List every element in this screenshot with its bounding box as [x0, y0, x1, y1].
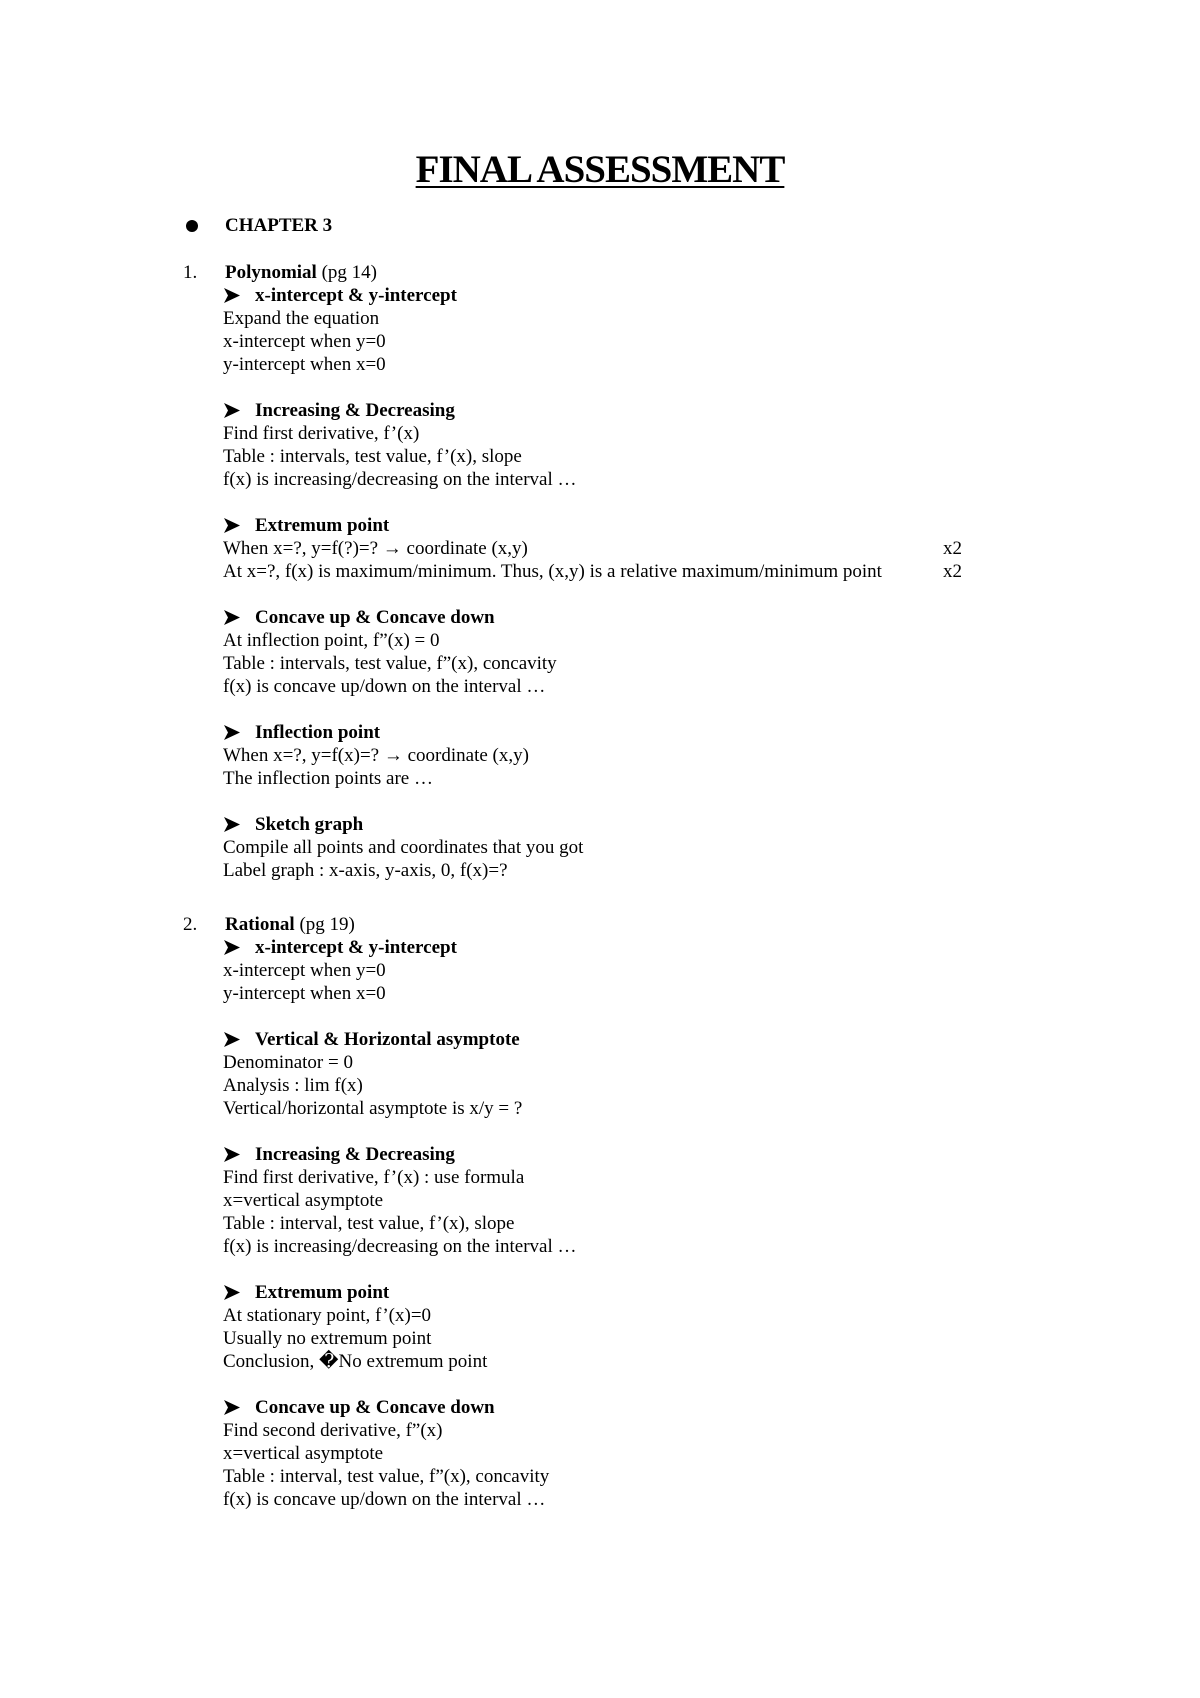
subsection-heading-text: x-intercept & y-intercept: [255, 937, 457, 958]
subsection-line: Table : intervals, test value, f”(x), concavity: [223, 653, 557, 674]
subsection-line: f(x) is increasing/decreasing on the interval …: [223, 1236, 577, 1257]
document-title: FINAL ASSESSMENT: [415, 148, 785, 191]
arrowhead-bullet-icon: [223, 725, 241, 740]
subsection-line: Expand the equation: [223, 308, 380, 329]
arrowhead-bullet-icon: [223, 940, 241, 955]
subsection-heading-text: Extremum point: [255, 515, 390, 536]
subsection-line: Analysis : lim f(x): [223, 1075, 363, 1096]
subsection-heading: [223, 936, 1200, 959]
arrowhead-bullet-icon: [223, 403, 241, 418]
subsection-heading: [223, 284, 1200, 307]
subsection-heading: [223, 399, 1200, 422]
subsection-intercepts: [0, 936, 1200, 1005]
multiplier-note: x2: [943, 538, 962, 559]
subsection-line: At stationary point, f’(x)=0: [223, 1305, 432, 1326]
subsection-line: The inflection points are …: [223, 768, 433, 789]
subsection-increasing-decreasing: [0, 399, 1200, 491]
subsection-heading-text: Increasing & Decreasing: [255, 400, 455, 421]
section-number: 2.: [183, 914, 198, 935]
subsection-extremum: [0, 1281, 1200, 1373]
subsection-line: f(x) is concave up/down on the interval …: [223, 1489, 546, 1510]
subsection-line: Conclusion, �No extremum point: [223, 1351, 488, 1372]
subsection-line: Compile all points and coordinates that you got: [223, 837, 584, 858]
subsection-line: y-intercept when x=0: [223, 354, 386, 375]
section-heading: [225, 913, 355, 936]
subsection-heading-text: Concave up & Concave down: [255, 1397, 495, 1418]
section-polynomial: [0, 261, 1200, 882]
chapter-bullet: [186, 214, 198, 237]
arrowhead-bullet-icon: [223, 610, 241, 625]
subsection-line-text: When x=?, y=f(?)=? → coordinate (x,y): [223, 538, 528, 559]
subsection-heading: [223, 514, 1200, 537]
subsection-heading-text: Concave up & Concave down: [255, 607, 495, 628]
arrowhead-bullet-icon: [223, 288, 241, 303]
section-heading: [225, 261, 377, 284]
section-name: Rational: [225, 914, 295, 935]
subsection-line: Find first derivative, f’(x) : use formula: [223, 1167, 525, 1188]
section-name: Polynomial: [225, 262, 317, 283]
section-page-ref: (pg 14): [321, 262, 377, 283]
subsection-inflection: [0, 721, 1200, 790]
subsection-line: Label graph : x-axis, y-axis, 0, f(x)=?: [223, 860, 508, 881]
arrowhead-bullet-icon: [223, 518, 241, 533]
subsection-line: Find first derivative, f’(x): [223, 423, 420, 444]
subsection-line: Usually no extremum point: [223, 1328, 432, 1349]
subsection-line: Table : interval, test value, f”(x), concavity: [223, 1466, 550, 1487]
chapter-label: CHAPTER 3: [225, 215, 333, 236]
subsection-heading-text: Extremum point: [255, 1282, 390, 1303]
subsection-heading: [223, 606, 1200, 629]
subsection-line: Table : intervals, test value, f’(x), slope: [223, 446, 522, 467]
subsection-concavity: [0, 1396, 1200, 1511]
arrowhead-bullet-icon: [223, 1147, 241, 1162]
subsection-heading-text: x-intercept & y-intercept: [255, 285, 457, 306]
subsection-line: x-intercept when y=0: [223, 960, 386, 981]
subsection-heading: [223, 813, 1200, 836]
subsection-heading-text: Increasing & Decreasing: [255, 1144, 455, 1165]
subsection-heading: [223, 1281, 1200, 1304]
arrowhead-bullet-icon: [223, 1032, 241, 1047]
subsection-line: Table : interval, test value, f’(x), slope: [223, 1213, 515, 1234]
subsection-heading-text: Inflection point: [255, 722, 381, 743]
subsection-heading: [223, 721, 1200, 744]
subsection-line: x=vertical asymptote: [223, 1443, 384, 1464]
multiplier-note: x2: [943, 561, 962, 582]
subsection-line: y-intercept when x=0: [223, 983, 386, 1004]
arrowhead-bullet-icon: [223, 1400, 241, 1415]
bullet-dot-icon: [186, 220, 198, 232]
subsection-sketch-graph: [0, 813, 1200, 882]
subsection-line: x=vertical asymptote: [223, 1190, 384, 1211]
subsection-heading: [223, 1396, 1200, 1419]
subsection-line: f(x) is increasing/decreasing on the interval …: [223, 469, 577, 490]
subsection-line: Find second derivative, f”(x): [223, 1420, 443, 1441]
subsection-line: f(x) is concave up/down on the interval …: [223, 676, 546, 697]
subsection-line: Denominator = 0: [223, 1052, 353, 1073]
subsection-line: Vertical/horizontal asymptote is x/y = ?: [223, 1098, 523, 1119]
section-number: 1.: [183, 262, 198, 283]
subsection-heading: [223, 1143, 1200, 1166]
subsection-asymptotes: [0, 1028, 1200, 1120]
subsection-line: When x=?, y=f(x)=? → coordinate (x,y): [223, 745, 529, 766]
subsection-line-text: At x=?, f(x) is maximum/minimum. Thus, (x,y) is a relative maximum/minimum point: [223, 561, 882, 582]
subsection-concavity: [0, 606, 1200, 698]
arrowhead-bullet-icon: [223, 1285, 241, 1300]
subsection-line: x-intercept when y=0: [223, 331, 386, 352]
subsection-line: [223, 537, 1200, 560]
subsection-increasing-decreasing: [0, 1143, 1200, 1258]
subsection-intercepts: [0, 284, 1200, 376]
subsection-heading-text: Vertical & Horizontal asymptote: [255, 1029, 520, 1050]
arrowhead-bullet-icon: [223, 817, 241, 832]
subsection-line: [223, 560, 1200, 583]
section-page-ref: (pg 19): [299, 914, 355, 935]
subsection-heading-text: Sketch graph: [255, 814, 364, 835]
section-rational: [0, 913, 1200, 1511]
subsection-line: At inflection point, f”(x) = 0: [223, 630, 440, 651]
subsection-extremum: [0, 514, 1200, 583]
subsection-heading: [223, 1028, 1200, 1051]
